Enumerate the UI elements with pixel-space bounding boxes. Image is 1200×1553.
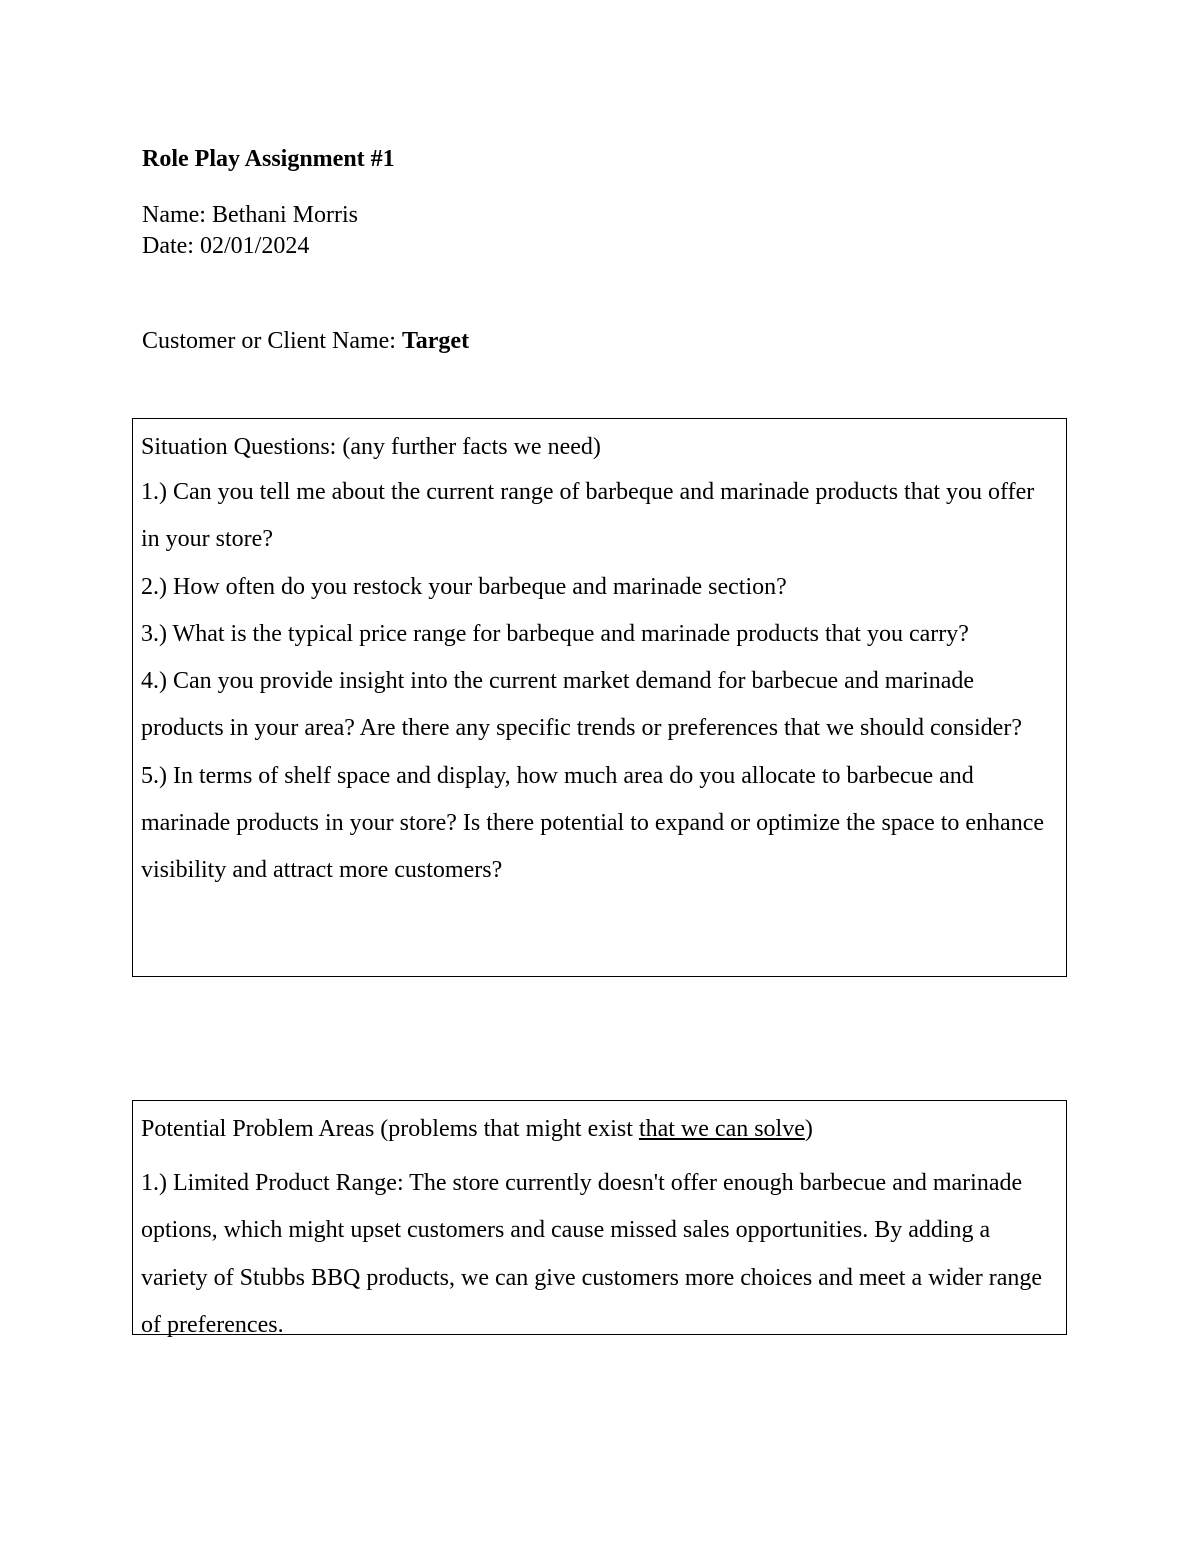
name-line [142,199,358,231]
date-line [142,230,309,262]
problem-heading-underlined: that we can solve [638,1116,805,1142]
name-value: Bethani Morris [211,202,358,228]
problem-item: 1.) Limited Product Range: The store currently doesn't offer enough barbecue and marinade options, which might upset customers and cause missed sales opportunities. By adding a variety of Stubbs BBQ products, we can give customers more choices and meet a wider range of preferences. [141,1170,1043,1338]
name-label: Name: [142,202,206,228]
situation-question: 5.) In terms of shelf space and display, how much area do you allocate to barbecue and marinade products in your store? Is there potential to expand or optimize the space to enhance visibility and attract more customers? [141,762,1045,884]
situation-question: 1.) Can you tell me about the current range of barbeque and marinade products that you offer in your store? [141,479,1035,553]
problem-areas-box [132,1100,1067,1338]
client-line [142,325,469,357]
client-label: Customer or Client Name: [142,328,396,354]
date-label: Date: [142,233,194,259]
date-value: 02/01/2024 [199,233,310,259]
situation-question: 3.) What is the typical price range for barbeque and marinade products that you carry? [141,620,969,647]
situation-question: 4.) Can you provide insight into the current market demand for barbecue and marinade products in your area? Are there any specific trends or preferences that we should consider? [141,668,1022,742]
problem-heading-prefix: Potential Problem Areas (problems that might exist [141,1116,639,1142]
situation-heading: Situation Questions: (any further facts we need) [141,434,601,460]
document-title: Role Play Assignment #1 [142,146,395,172]
problem-heading-suffix: ) [804,1116,813,1142]
problem-heading [141,1107,1058,1152]
client-value: Target [401,328,470,354]
situation-questions-box [132,418,1067,977]
situation-question: 2.) How often do you restock your barbeque and marinade section? [141,573,787,600]
